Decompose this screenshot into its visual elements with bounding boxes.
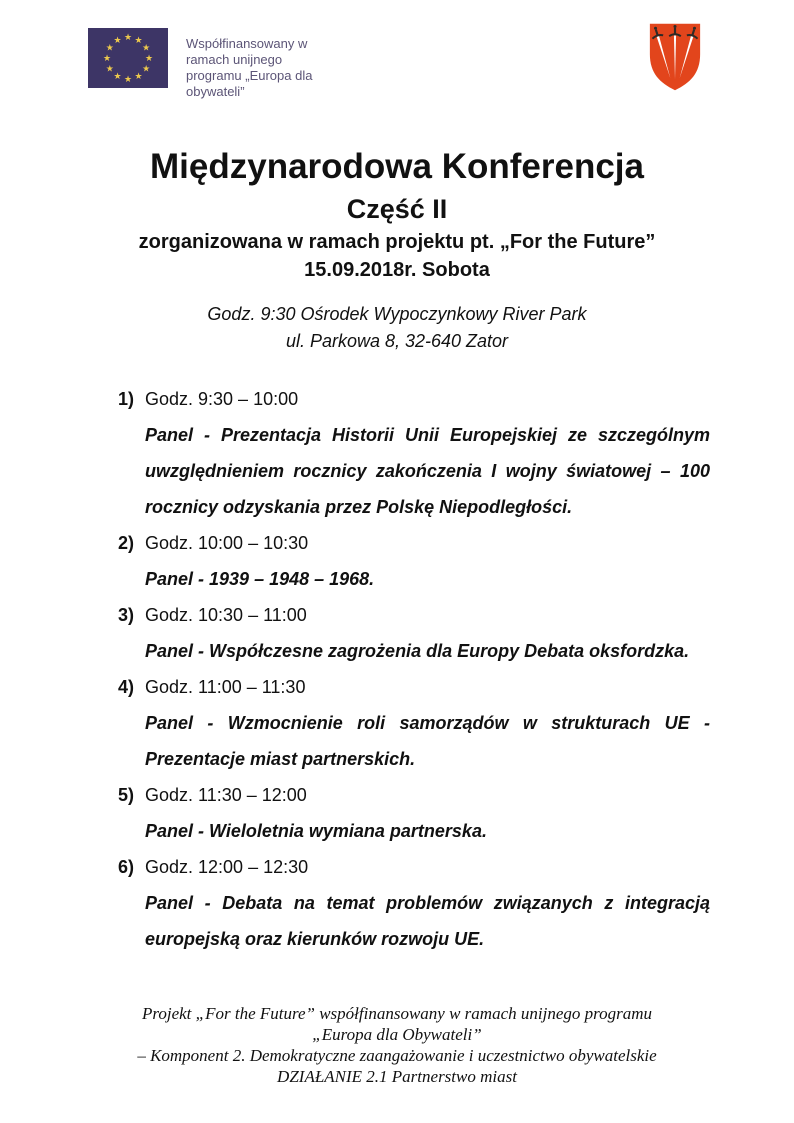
agenda-panel-description: Panel - Debata na temat problemów związanych z integracją europejską oraz kierunków rozwoju UE. <box>145 893 710 949</box>
svg-text:★: ★ <box>102 54 112 64</box>
agenda-panel-description: Panel - Współczesne zagrożenia dla Europy Debata oksfordzka. <box>145 641 690 661</box>
agenda-item <box>118 777 710 849</box>
agenda-time-row <box>118 777 710 813</box>
svg-text:★: ★ <box>134 35 143 46</box>
conference-title: Międzynarodowa Konferencja <box>150 147 644 186</box>
agenda-item-number: 4) <box>118 677 135 697</box>
agenda-panel-description: Panel - Wieloletnia wymiana partnerska. <box>145 821 487 841</box>
svg-text:★: ★ <box>123 33 133 43</box>
agenda-panel-description: Panel - Wzmocnienie roli samorządów w strukturach UE - Prezentacje miast partnerskich. <box>145 713 710 769</box>
agenda-item <box>118 381 710 525</box>
agenda-item <box>118 669 710 777</box>
svg-text:★: ★ <box>113 35 122 46</box>
agenda-item-time: Godz. 9:30 – 10:00 <box>145 389 299 409</box>
agenda-time-row <box>118 381 710 417</box>
eu-caption-line: ramach unijnego <box>186 52 283 67</box>
agenda-time-row <box>118 525 710 561</box>
venue-address: ul. Parkowa 8, 32-640 Zator <box>285 331 509 351</box>
svg-text:★: ★ <box>144 54 154 64</box>
agenda-time-row <box>118 849 710 885</box>
agenda-item <box>118 525 710 597</box>
agenda-list <box>118 381 710 957</box>
eu-caption-line: programu „Europa dla <box>186 68 313 83</box>
eu-funding-caption <box>186 36 356 100</box>
svg-text:★: ★ <box>105 43 114 54</box>
svg-text:★: ★ <box>113 72 122 83</box>
agenda-item-time: Godz. 10:30 – 11:00 <box>145 605 307 625</box>
agenda-item <box>118 849 710 957</box>
conference-part: Część II <box>346 194 448 224</box>
footer-line: – Komponent 2. Demokratyczne zaangażowanie i uczestnictwo obywatelskie <box>137 1046 657 1065</box>
zator-coat-of-arms-icon <box>648 22 702 92</box>
svg-text:★: ★ <box>134 72 143 83</box>
agenda-item-time: Godz. 11:30 – 12:00 <box>145 785 307 805</box>
agenda-item-number: 2) <box>118 533 135 553</box>
venue-time-place: Godz. 9:30 Ośrodek Wypoczynkowy River Park <box>207 304 587 324</box>
agenda-item-time: Godz. 12:00 – 12:30 <box>145 857 309 877</box>
svg-text:★: ★ <box>105 64 114 75</box>
eu-flag-icon <box>88 28 168 88</box>
eu-caption-line: obywateli” <box>186 84 245 99</box>
agenda-item <box>118 597 710 669</box>
footer-line: „Europa dla Obywateli” <box>312 1025 482 1044</box>
agenda-panel-description: Panel - Prezentacja Historii Unii Europejskiej ze szczególnym uwzględnieniem rocznicy zakończenia I wojny światowej – 100 rocznicy odzyskania przez Polskę Niepodległości. <box>145 425 710 517</box>
conference-date: 15.09.2018r. Sobota <box>304 259 490 281</box>
project-footer <box>0 1003 794 1087</box>
agenda-item-time: Godz. 11:00 – 11:30 <box>145 677 306 697</box>
agenda-time-row <box>118 597 710 633</box>
svg-text:★: ★ <box>142 64 151 75</box>
agenda-item-time: Godz. 10:00 – 10:30 <box>145 533 309 553</box>
agenda-item-number: 6) <box>118 857 135 877</box>
title-block <box>0 144 794 284</box>
svg-text:★: ★ <box>142 43 151 54</box>
agenda-item-number: 3) <box>118 605 135 625</box>
svg-text:★: ★ <box>123 75 133 85</box>
agenda-item-number: 5) <box>118 785 135 805</box>
footer-line: DZIAŁANIE 2.1 Partnerstwo miast <box>277 1067 517 1086</box>
project-subtitle: zorganizowana w ramach projektu pt. „For the Future” <box>138 231 656 253</box>
agenda-time-row <box>118 669 710 705</box>
agenda-item-number: 1) <box>118 389 135 409</box>
agenda-panel-description: Panel - 1939 – 1948 – 1968. <box>145 569 375 589</box>
venue-block <box>0 301 794 355</box>
footer-line: Projekt „For the Future” współfinansowany w ramach unijnego programu <box>142 1004 652 1023</box>
eu-caption-line: Współfinansowany w <box>186 36 308 51</box>
